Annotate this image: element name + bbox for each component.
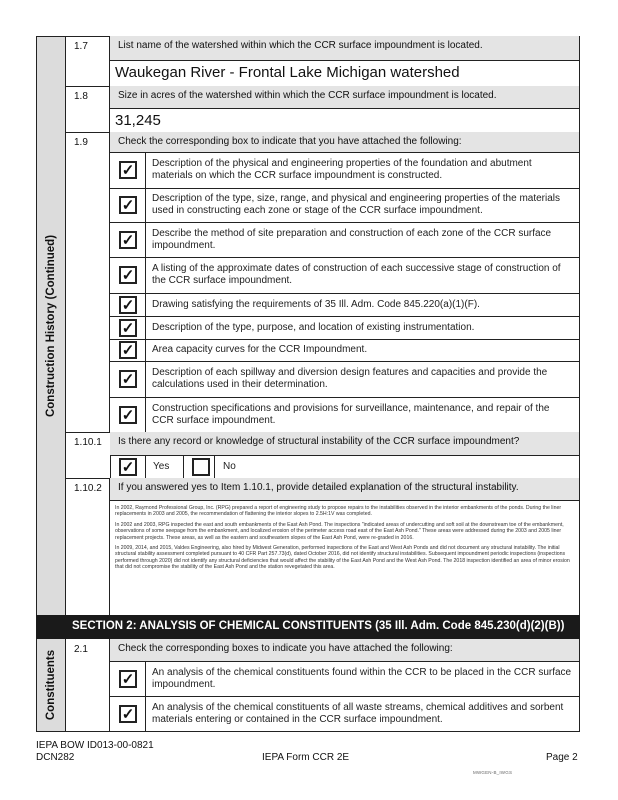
attachment-checkbox[interactable]: ✓ [119,231,137,249]
item-number-1-10-2: 1.10.2 [74,483,102,494]
attachment-checkbox[interactable]: ✓ [119,296,137,314]
attachment-item-text: Drawing satisfying the requirements of 35 Ill. Adm. Code 845.220(a)(1)(F). [152,299,480,310]
attachment-item-text: Describe the method of site preparation and construction of each zone of the CCR surface impoundment. [152,228,552,251]
attachment-item-text: Construction specifications and provisions for surveillance, maintenance, and repair of the CCR surface impoundment. [152,403,550,426]
question-1-7: List name of the watershed within which the CCR surface impoundment is located. [110,36,579,60]
attachment-checkbox[interactable]: ✓ [119,319,137,337]
item-number-1-9: 1.9 [74,137,88,148]
attachment-checkbox[interactable]: ✓ [119,406,137,424]
attachment-checkbox[interactable]: ✓ [119,705,137,723]
question-1-9: Check the corresponding box to indicate that you have attached the following: [110,132,579,152]
question-1-8: Size in acres of the watershed within which the CCR surface impoundment is located. [110,86,579,108]
footer-form-id: IEPA BOW ID013-00-0821 [36,740,154,751]
footer-bates-stamp: MWGEN-B_IWGS [473,770,513,775]
attachment-checkbox[interactable]: ✓ [119,670,137,688]
attachment-checkbox[interactable]: ✓ [119,266,137,284]
yes-checkbox[interactable]: ✓ [119,458,137,476]
yes-label: Yes [153,461,170,472]
attachment-item-text: Description of the physical and engineering properties of the foundation and abutment materials on which the CCR surface impoundment is constructed. [152,158,532,181]
watershed-size-field[interactable]: 31,245 [110,108,579,132]
sidebar-construction-history [36,36,66,615]
sidebar-constituents [36,639,66,732]
attachment-item-text: Description of the type, purpose, and location of existing instrumentation. [152,322,475,333]
attachment-item-text: Description of each spillway and diversion design features and capacities and provide the calculations used in their determination. [152,367,548,390]
explanation-paragraph-1: In 2002, Raymond Professional Group, Inc. (RPG) prepared a report of engineering study to propose repairs to the instabilities observed in the interior embankments of the ponds. During the liner replacements in 2003 and 2005, the recommendation of flattening the interior slopes to 2.5H:1V was completed. [115,505,562,518]
footer-page-number: Page 2 [546,752,578,763]
number-column-divider-2 [66,478,110,615]
question-1-10-2: If you answered yes to Item 1.10.1, provide detailed explanation of the structural instability. [110,478,579,500]
no-label: No [223,461,236,472]
footer-form-name: IEPA Form CCR 2E [262,752,350,763]
attachment-checkbox[interactable]: ✓ [119,341,137,359]
item-number-1-8: 1.8 [74,91,88,102]
attachment-item-text: Area capacity curves for the CCR Impoundment. [152,344,368,355]
explanation-paragraph-3: In 2009, 2014, and 2015, Valdes Engineering, also hired by Midwest Generation, performed inspections of the East and West Ash Ponds and did not document any structural instability. The initial structural stability assessment completed pursuant to 40 CFR Part 257.73(d), dated October 2016, did not identify structural instabilities. Subsequent impoundment periodic inspections (inspections performed through 2020) did not identify any structural deficiencies that would affect the stability of the East Ash Pond and the West Ash Pond. The 2018 inspection identified an area of minor erosion that did not compromise the stability of the East Ash Pond and the station revegetated this area. [115,545,570,571]
item-number-1-10-1: 1.10.1 [74,437,102,448]
attachment-item-text: An analysis of the chemical constituents found within the CCR to be placed in the CCR surface impoundment. [152,667,572,690]
footer-dcn: DCN282 [36,752,75,763]
attachment-item-text: A listing of the approximate dates of construction of each successive stage of construction of the CCR surface impoundment. [152,263,561,286]
attachment-item-text: An analysis of the chemical constituents of all waste streams, chemical additives and sorbent materials entering or contained in the CCR surface impoundment. [152,702,564,725]
item-number-2-1: 2.1 [74,644,88,655]
instability-explanation-field[interactable] [110,500,579,615]
section-2-header: SECTION 2: ANALYSIS OF CHEMICAL CONSTITUENTS (35 Ill. Adm. Code 845.230(d)(2)(B)) [36,615,580,639]
explanation-paragraph-2: In 2002 and 2003, RPG inspected the east and south embankments of the East Ash Pond. The inspections "indicated areas of undercutting and soft soil at the downstream toe of the embankment, observations of some seepage from the embankment, and localized erosion of the perimeter access road east of the East Ash Pond." These areas were addressed during the 2003 and 2005 liner replacement projects. These areas, as well as the eastern and southeastern slopes of the East Ash Pond, were re-graded in 2016. [115,521,564,541]
attachment-item-text: Description of the type, size, range, and physical and engineering properties of the materials used in constructing each zone or stage of the CCR surface impoundment. [152,193,561,216]
watershed-name-field[interactable]: Waukegan River - Frontal Lake Michigan watershed [110,60,579,86]
no-checkbox[interactable] [192,458,210,476]
item-number-1-7: 1.7 [74,41,88,52]
question-1-10-1: Is there any record or knowledge of structural instability of the CCR surface impoundment? [110,432,579,455]
attachment-checkbox[interactable]: ✓ [119,370,137,388]
attachment-checkbox[interactable]: ✓ [119,196,137,214]
attachment-checkbox[interactable]: ✓ [119,161,137,179]
question-2-1: Check the corresponding boxes to indicate you have attached the following: [110,639,579,661]
sidebar-label-construction: Construction History (Continued) [45,234,57,418]
sidebar-label-constituents: Constituents [45,649,57,721]
